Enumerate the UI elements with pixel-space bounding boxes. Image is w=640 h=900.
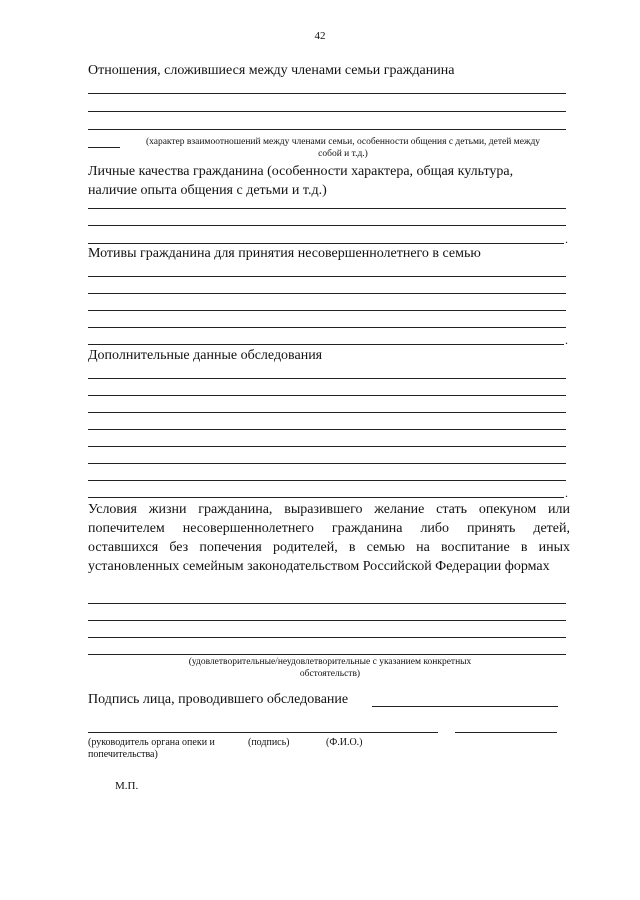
personal-line-2[interactable] — [88, 225, 566, 226]
section-relations-heading: Отношения, сложившиеся между членами семьи гражданина — [88, 63, 455, 78]
additional-line-3[interactable] — [88, 412, 566, 413]
section-additional-heading: Дополнительные данные обследования — [88, 348, 323, 363]
additional-line-6[interactable] — [88, 463, 566, 464]
motives-line-5[interactable] — [88, 344, 564, 345]
personal-line-1[interactable] — [88, 208, 566, 209]
additional-line-8[interactable] — [88, 497, 564, 498]
role-label-line-1: (руководитель органа опеки и — [88, 737, 215, 748]
sign-label: (подпись) — [248, 737, 290, 748]
additional-line-1[interactable] — [88, 378, 566, 379]
role-label — [88, 737, 215, 761]
additional-line-4[interactable] — [88, 429, 566, 430]
living-note-line-2: обстоятельств) — [299, 669, 361, 679]
relations-note-line-1: (характер взаимоотношений между членами семьи, особенности общения с детьми, детей между — [145, 137, 541, 147]
personal-end-mark: . — [565, 232, 568, 246]
motives-line-2[interactable] — [88, 293, 566, 294]
section-living-conditions-paragraph: Условия жизни гражданина, выразившего желание стать опекуном или попечителем несовершеннолетнего гражданина либо принять детей, оставшихся без попечения родителей, в семью на воспитание в иных установленных семейным законодательством Российской Федерации формах — [88, 502, 570, 574]
relations-line-2[interactable] — [88, 111, 566, 112]
relations-line-3[interactable] — [88, 129, 566, 130]
motives-line-1[interactable] — [88, 276, 566, 277]
living-line-2[interactable] — [88, 620, 566, 621]
motives-end-mark: . — [565, 333, 568, 347]
living-line-4[interactable] — [88, 654, 566, 655]
additional-line-5[interactable] — [88, 446, 566, 447]
relations-note — [118, 136, 568, 160]
section-motives-heading: Мотивы гражданина для принятия несовершеннолетнего в семью — [88, 246, 481, 261]
relations-note-line-2: собой и т.д.) — [318, 149, 368, 159]
relations-line-1[interactable] — [88, 93, 566, 94]
personal-heading-line-1: Личные качества гражданина (особенности характера, общая культура, — [88, 164, 514, 179]
additional-line-2[interactable] — [88, 395, 566, 396]
fio-label: (Ф.И.О.) — [326, 737, 363, 748]
living-note — [150, 656, 510, 680]
additional-end-mark: . — [565, 486, 568, 500]
personal-heading-line-2: наличие опыта общения с детьми и т.д.) — [88, 183, 327, 198]
signature-line[interactable] — [372, 706, 558, 707]
motives-line-3[interactable] — [88, 310, 566, 311]
motives-line-4[interactable] — [88, 327, 566, 328]
section-personal-heading — [88, 162, 566, 200]
signature-label: Подпись лица, проводившего обследование — [88, 692, 349, 707]
living-line-3[interactable] — [88, 637, 566, 638]
additional-line-7[interactable] — [88, 480, 566, 481]
head-fio-line[interactable] — [455, 732, 557, 733]
living-note-line-1: (удовлетворительные/неудовлетворительные с указанием конкретных — [188, 657, 472, 667]
head-signature-line[interactable] — [88, 732, 438, 733]
stamp-placeholder: М.П. — [115, 780, 139, 792]
page-number: 42 — [314, 30, 326, 42]
living-line-1[interactable] — [88, 603, 566, 604]
role-label-line-2: попечительства) — [88, 749, 158, 760]
relations-short-line[interactable] — [88, 147, 120, 148]
